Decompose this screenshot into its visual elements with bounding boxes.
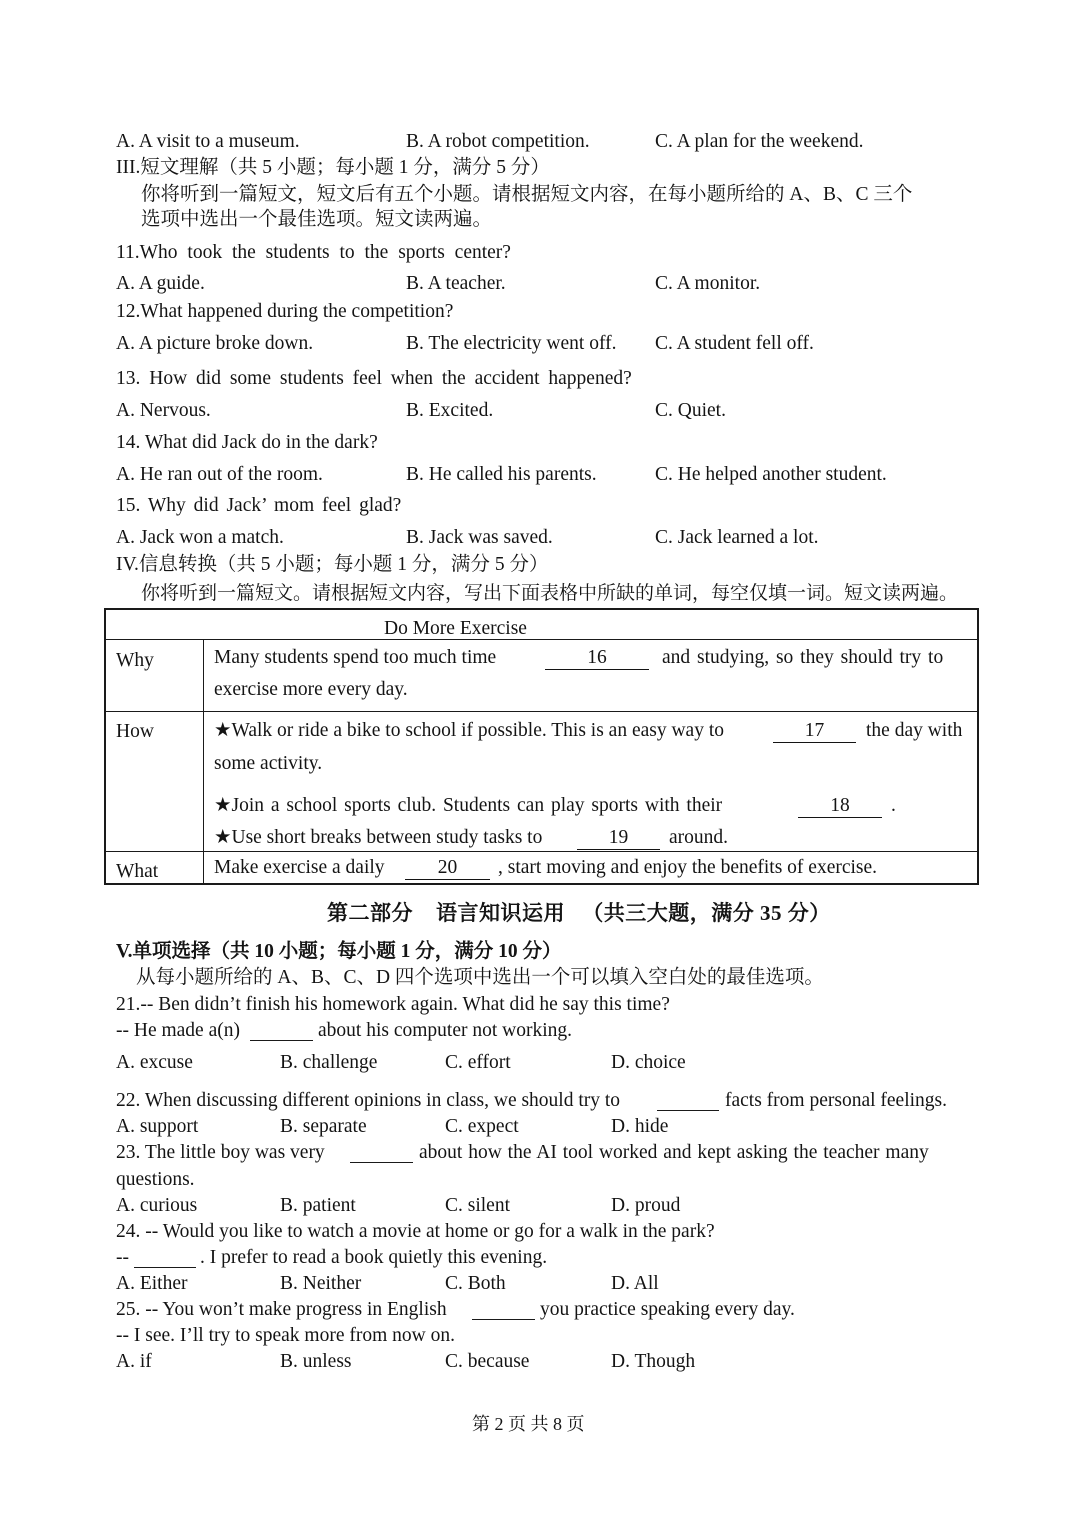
why-text-1a: Many students spend too much time — [214, 647, 497, 668]
q25-blank — [472, 1319, 535, 1320]
q15-option-c: C. Jack learned a lot. — [655, 527, 819, 548]
how-text-4b: around. — [669, 827, 729, 848]
q13-option-b: B. Excited. — [406, 400, 494, 421]
table-right-border — [977, 608, 979, 885]
q24-blank — [134, 1267, 196, 1268]
row-label-why: Why — [116, 650, 154, 671]
table-row-divider-2 — [104, 851, 979, 852]
q11-option-b: B. A teacher. — [406, 273, 506, 294]
q14-option-c: C. He helped another student. — [655, 464, 887, 485]
question-22-line-1a: 22. When discussing different opinions in class, we should try to — [116, 1090, 621, 1111]
blank-18-number: 18 — [798, 796, 882, 818]
part-2-heading: 第二部分 语言知识运用 （共三大题，满分 35 分） — [327, 901, 831, 925]
q23-option-d: D. proud — [611, 1195, 681, 1216]
blank-19-number: 19 — [577, 828, 660, 850]
q11-option-c: C. A monitor. — [655, 273, 761, 294]
question-12: 12.What happened during the competition? — [116, 301, 454, 322]
q25-option-b: B. unless — [280, 1351, 352, 1372]
question-21-line-1: 21.-- Ben didn’t finish his homework again. What did he say this time? — [116, 994, 670, 1015]
why-text-1b: and studying, so they should try to — [662, 647, 944, 668]
q21-option-a: A. excuse — [116, 1052, 193, 1073]
q10-option-b: B. A robot competition. — [406, 131, 590, 152]
blank-16 — [545, 648, 649, 670]
question-22-line-1b: facts from personal feelings. — [725, 1090, 948, 1111]
q24-option-b: B. Neither — [280, 1273, 362, 1294]
table-row-divider-1 — [104, 711, 979, 712]
section-3-instruction-2: 选项中选出一个最佳选项。短文读两遍。 — [141, 209, 493, 230]
question-24-line-2a: -- — [116, 1247, 129, 1268]
row-label-how: How — [116, 721, 154, 742]
blank-19 — [577, 828, 660, 850]
question-14: 14. What did Jack do in the dark? — [116, 432, 378, 453]
what-text-a: Make exercise a daily — [214, 857, 385, 878]
section-4-title: IV.信息转换（共 5 小题；每小题 1 分，满分 5 分） — [116, 554, 549, 575]
question-15: 15. Why did Jack’ mom feel glad? — [116, 495, 402, 516]
q13-option-c: C. Quiet. — [655, 400, 726, 421]
table-left-border — [104, 608, 106, 885]
q22-option-a: A. support — [116, 1116, 199, 1137]
how-text-4a: ★Use short breaks between study tasks to — [214, 827, 543, 848]
q21-option-d: D. choice — [611, 1052, 686, 1073]
blank-18 — [798, 796, 882, 818]
q24-option-c: C. Both — [445, 1273, 506, 1294]
q15-option-b: B. Jack was saved. — [406, 527, 553, 548]
q12-option-c: C. A student fell off. — [655, 333, 814, 354]
how-text-1b: the day with — [866, 720, 963, 741]
how-text-1a: ★Walk or ride a bike to school if possible. This is an easy way to — [214, 720, 724, 741]
page-number: 第 2 页 共 8 页 — [472, 1414, 585, 1434]
q15-option-a: A. Jack won a match. — [116, 527, 284, 548]
q14-option-b: B. He called his parents. — [406, 464, 597, 485]
question-23-line-2: questions. — [116, 1169, 195, 1190]
q25-option-d: D. Though — [611, 1351, 696, 1372]
q22-option-b: B. separate — [280, 1116, 367, 1137]
q10-option-c: C. A plan for the weekend. — [655, 131, 864, 152]
section-3-title: III.短文理解（共 5 小题；每小题 1 分，满分 5 分） — [116, 157, 550, 178]
table-bottom-border — [104, 883, 979, 885]
q23-option-c: C. silent — [445, 1195, 511, 1216]
what-text-b: , start moving and enjoy the benefits of exercise. — [498, 857, 878, 878]
q21-blank — [250, 1040, 313, 1041]
how-text-3a: ★Join a school sports club. Students can play sports with their — [214, 795, 723, 816]
q22-option-c: C. expect — [445, 1116, 519, 1137]
question-25-line-1a: 25. -- You won’t make progress in English — [116, 1299, 447, 1320]
q25-option-c: C. because — [445, 1351, 530, 1372]
question-23-line-1b: about how the AI tool worked and kept asking the teacher many — [419, 1142, 929, 1163]
section-3-instruction-1: 你将听到一篇短文，短文后有五个小题。请根据短文内容，在每小题所给的 A、B、C 三个 — [141, 184, 913, 205]
q14-option-a: A. He ran out of the room. — [116, 464, 323, 485]
question-25-line-2: -- I see. I’ll try to speak more from now on. — [116, 1325, 455, 1346]
blank-17-number: 17 — [773, 721, 856, 743]
q13-option-a: A. Nervous. — [116, 400, 211, 421]
q23-blank — [350, 1162, 413, 1163]
table-title-divider — [104, 639, 979, 640]
q11-option-a: A. A guide. — [116, 273, 205, 294]
section-5-title: V.单项选择（共 10 小题；每小题 1 分，满分 10 分） — [116, 941, 562, 962]
q22-option-d: D. hide — [611, 1116, 669, 1137]
question-24-line-1: 24. -- Would you like to watch a movie at home or go for a walk in the park? — [116, 1221, 715, 1242]
q21-option-b: B. challenge — [280, 1052, 378, 1073]
why-text-2: exercise more every day. — [214, 679, 408, 700]
question-13: 13. How did some students feel when the accident happened? — [116, 368, 632, 389]
blank-20 — [405, 858, 490, 880]
question-23-line-1a: 23. The little boy was very — [116, 1142, 325, 1163]
q21-option-c: C. effort — [445, 1052, 511, 1073]
q23-option-b: B. patient — [280, 1195, 356, 1216]
blank-16-number: 16 — [545, 648, 649, 670]
q23-option-a: A. curious — [116, 1195, 198, 1216]
question-11: 11.Who took the students to the sports center? — [116, 242, 511, 263]
question-21-line-2b: about his computer not working. — [318, 1020, 573, 1041]
q24-option-d: D. All — [611, 1273, 659, 1294]
how-text-3b: . — [891, 795, 896, 816]
table-top-border — [104, 608, 979, 610]
row-label-what: What — [116, 861, 159, 882]
q12-option-a: A. A picture broke down. — [116, 333, 314, 354]
blank-17 — [773, 721, 856, 743]
section-5-instruction: 从每小题所给的 A、B、C、D 四个选项中选出一个可以填入空白处的最佳选项。 — [136, 967, 824, 988]
blank-20-number: 20 — [405, 858, 490, 880]
question-21-line-2a: -- He made a(n) — [116, 1020, 240, 1041]
q10-option-a: A. A visit to a museum. — [116, 131, 300, 152]
question-24-line-2b: . I prefer to read a book quietly this evening. — [200, 1247, 548, 1268]
q12-option-b: B. The electricity went off. — [406, 333, 617, 354]
question-25-line-1b: you practice speaking every day. — [540, 1299, 795, 1320]
table-title: Do More Exercise — [384, 618, 527, 639]
q24-option-a: A. Either — [116, 1273, 188, 1294]
q22-blank — [657, 1110, 719, 1111]
section-4-instruction: 你将听到一篇短文。请根据短文内容，写出下面表格中所缺的单词，每空仅填一词。短文读两遍。 — [141, 583, 959, 604]
table-column-divider — [203, 639, 204, 884]
q25-option-a: A. if — [116, 1351, 152, 1372]
how-text-2: some activity. — [214, 753, 323, 774]
